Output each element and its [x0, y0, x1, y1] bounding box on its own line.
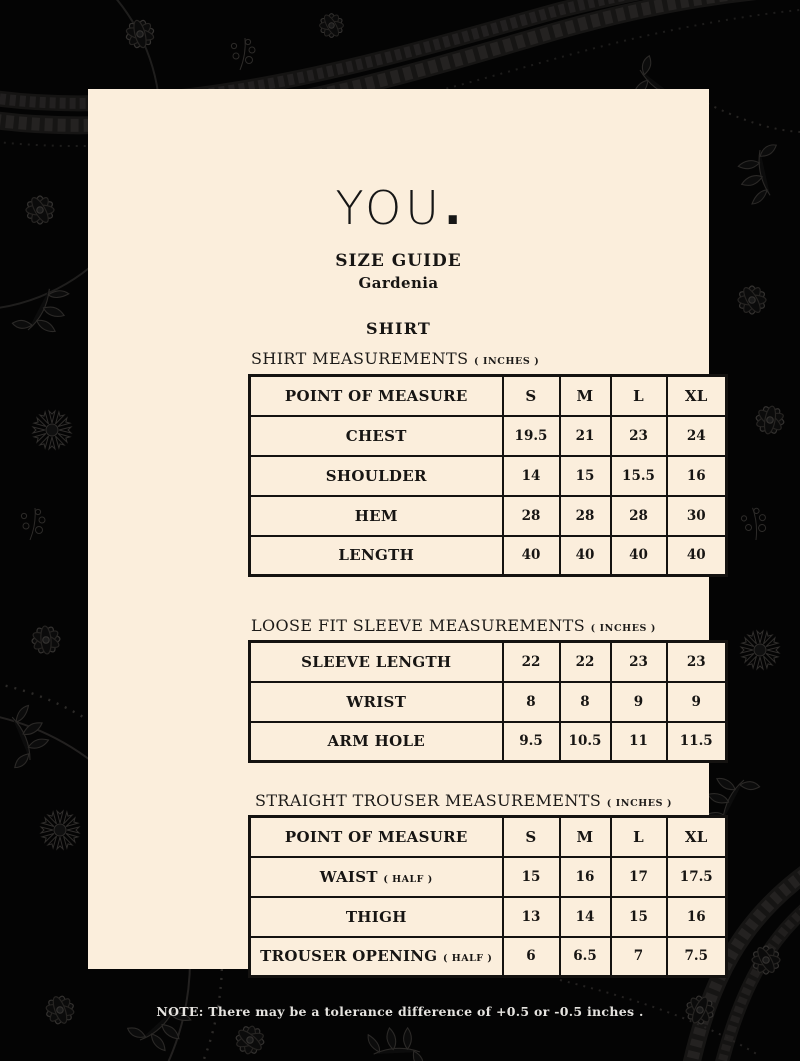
cell-value: 11 [611, 722, 667, 762]
cell-value: 7.5 [667, 937, 727, 977]
table-row-thigh [250, 897, 727, 937]
cell-value: 30 [667, 496, 727, 536]
cell-value: 22 [560, 642, 611, 682]
table-header-row [250, 817, 727, 857]
column-header-size-xl: XL [667, 817, 727, 857]
cell-value: 10.5 [560, 722, 611, 762]
section-title-text: STRAIGHT TROUSER MEASUREMENTS [255, 791, 602, 810]
cell-value: 19.5 [503, 416, 560, 456]
row-label-qualifier: ( HALF ) [442, 953, 493, 965]
tolerance-note: NOTE: There may be a tolerance difference of +0.5 or -0.5 inches . [156, 1004, 644, 1019]
section-title-units: ( INCHES ) [590, 623, 656, 634]
column-header-size-s: S [503, 376, 560, 416]
cell-value: 16 [667, 456, 727, 496]
column-header-point-of-measure: POINT OF MEASURE [250, 376, 503, 416]
cell-value: 13 [503, 897, 560, 937]
section-title-trouser-measurements [255, 791, 672, 810]
table-row-wrist [250, 682, 727, 722]
brand-logo-text: YOU [335, 181, 443, 235]
table-row-length [250, 536, 727, 576]
cell-value: 15 [560, 456, 611, 496]
row-label: ARM HOLE [250, 722, 503, 762]
table-row-hem [250, 496, 727, 536]
cell-value: 7 [611, 937, 667, 977]
cell-value: 15 [503, 857, 560, 897]
table-row-trouser-opening [250, 937, 727, 977]
cell-value: 16 [667, 897, 727, 937]
row-label: SLEEVE LENGTH [250, 642, 503, 682]
row-label-qualifier: ( HALF ) [383, 873, 433, 885]
row-label-text: WAIST [319, 867, 378, 886]
trouser-measurements-table [248, 815, 728, 978]
brand-logo-dot: . [443, 181, 462, 235]
cell-value: 28 [611, 496, 667, 536]
garment-type-heading: SHIRT [365, 319, 432, 338]
cell-value: 23 [611, 642, 667, 682]
table-row-arm-hole [250, 722, 727, 762]
shirt-measurements-table [248, 374, 728, 577]
section-title-units: ( INCHES ) [473, 356, 540, 367]
table-row-waist [250, 857, 727, 897]
sleeve-measurements-table [248, 640, 728, 763]
row-label-text: TROUSER OPENING [260, 947, 438, 966]
row-label [250, 857, 503, 897]
cell-value: 9 [667, 682, 727, 722]
cell-value: 21 [560, 416, 611, 456]
cell-value: 8 [560, 682, 611, 722]
product-name: Gardenia [358, 274, 439, 292]
row-label: WRIST [250, 682, 503, 722]
column-header-size-s: S [503, 817, 560, 857]
section-title-sleeve-measurements [251, 616, 656, 635]
cell-value: 14 [560, 897, 611, 937]
row-label [250, 937, 503, 977]
table-row-sleeve-length [250, 642, 727, 682]
size-guide-card [88, 89, 713, 969]
page-title: SIZE GUIDE [335, 251, 462, 271]
cell-value: 28 [560, 496, 611, 536]
cell-value: 11.5 [667, 722, 727, 762]
section-title-text: LOOSE FIT SLEEVE MEASUREMENTS [251, 616, 586, 635]
row-label: LENGTH [250, 536, 503, 576]
cell-value: 6 [503, 937, 560, 977]
row-label: THIGH [250, 897, 503, 937]
cell-value: 40 [667, 536, 727, 576]
brand-logo [88, 181, 709, 235]
table-header-row [250, 376, 727, 416]
cell-value: 17.5 [667, 857, 727, 897]
cell-value: 40 [560, 536, 611, 576]
cell-value: 15.5 [611, 456, 667, 496]
cell-value: 22 [503, 642, 560, 682]
cell-value: 9 [611, 682, 667, 722]
cell-value: 23 [611, 416, 667, 456]
cell-value: 17 [611, 857, 667, 897]
table-row-shoulder [250, 456, 727, 496]
column-header-size-l: L [611, 376, 667, 416]
row-label: SHOULDER [250, 456, 503, 496]
cell-value: 9.5 [503, 722, 560, 762]
column-header-point-of-measure: POINT OF MEASURE [250, 817, 503, 857]
cell-value: 23 [667, 642, 727, 682]
cell-value: 40 [503, 536, 560, 576]
row-label: HEM [250, 496, 503, 536]
cell-value: 6.5 [560, 937, 611, 977]
cell-value: 15 [611, 897, 667, 937]
cell-value: 24 [667, 416, 727, 456]
cell-value: 28 [503, 496, 560, 536]
section-title-text: SHIRT MEASUREMENTS [251, 349, 469, 368]
cell-value: 14 [503, 456, 560, 496]
column-header-size-m: M [560, 817, 611, 857]
cell-value: 16 [560, 857, 611, 897]
cell-value: 8 [503, 682, 560, 722]
cell-value: 40 [611, 536, 667, 576]
table-row-chest [250, 416, 727, 456]
section-title-units: ( INCHES ) [606, 798, 673, 809]
section-title-shirt-measurements [251, 349, 539, 368]
column-header-size-l: L [611, 817, 667, 857]
column-header-size-m: M [560, 376, 611, 416]
row-label: CHEST [250, 416, 503, 456]
column-header-size-xl: XL [667, 376, 727, 416]
